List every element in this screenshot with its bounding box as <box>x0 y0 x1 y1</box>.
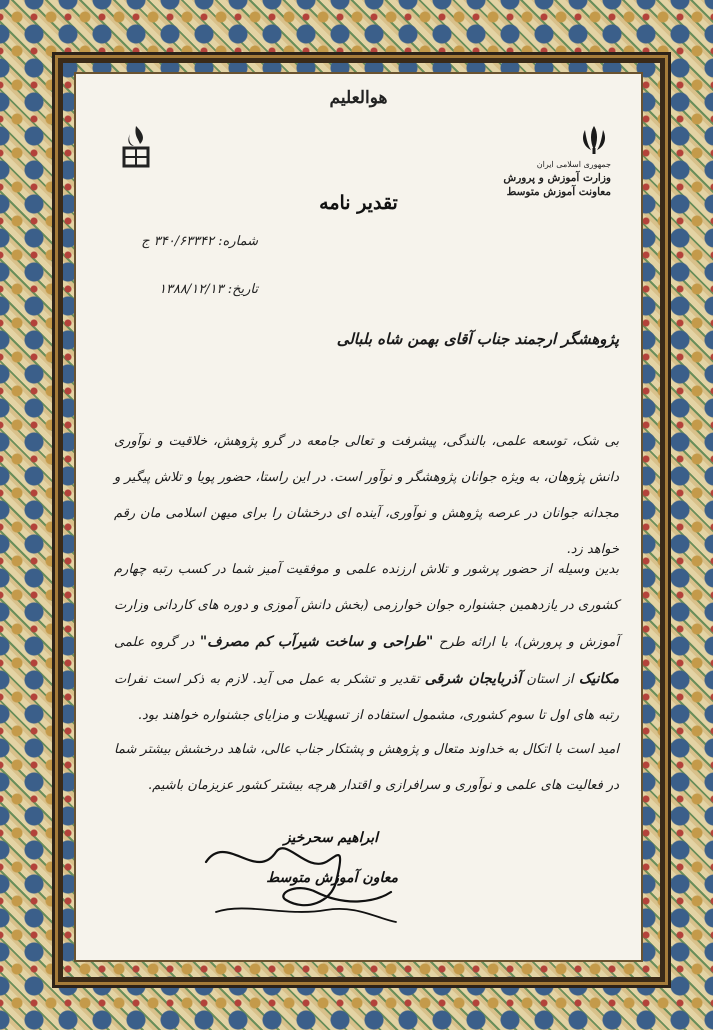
science-group: مکانیک <box>578 671 619 687</box>
paragraph-intro: بی شک، توسعه علمی، بالندگی، پیشرفت و تعالی جامعه در گرو پژوهش، خلاقیت و نوآوری دانش پژوهان، به ویژه جوانان پژوهشگر و نوآور است. در این راستا، حضور پویا و تلاش پیگیر و مجدانه جوانان در عرصه پژوهش و نوآوری، آینده ای درخشان را برای میهن اسلامی مان رقم خواهد زد. <box>114 434 619 557</box>
signatory-title: معاون آموزش متوسط <box>266 870 398 886</box>
torch-logo-icon <box>116 124 156 170</box>
logo-left <box>116 124 156 174</box>
date-label: تاریخ: <box>227 282 258 297</box>
paragraph-commendation <box>114 552 619 734</box>
document-title: تقدیر نامه <box>319 192 398 214</box>
org-line-3: معاونت آموزش متوسط <box>506 185 611 198</box>
signature-block <box>186 822 406 942</box>
province-name: آذربایجان شرقی <box>424 671 522 687</box>
commendation-text-d: تقدیر و تشکر به عمل می آید. لازم به ذکر است نفرات رتبه های اول تا سوم کشوری، مشمول استفاده از تسهیلات و مزایای جشنواره خواهند بود. <box>114 672 619 723</box>
org-line-1: جمهوری اسلامی ایران <box>536 160 611 169</box>
certificate-paper <box>74 72 643 962</box>
org-line-2: وزارت آموزش و پرورش <box>503 171 611 184</box>
commendation-text-c: از استان <box>526 672 574 687</box>
commendation-text-a: بدین وسیله از حضور پرشور و تلاش ارزنده علمی و موفقیت آمیز شما در کسب رتبه چهارم کشوری در یازدهمین جشنواره جوان خوارزمی (بخش دانش آموزی و دوره های کاردانی وزارت آموزش و پرورش)، با ارائه طرح <box>114 562 619 650</box>
paragraph-closing: امید است با اتکال به خداوند متعال و پژوهش و پشتکار جناب عالی، شاهد درخشش بیشتر شما در فعالیت های علمی و نوآوری و سرافرازی و اقتدار هرچه بیشتر کشور عزیزمان باشیم. <box>114 742 619 793</box>
recipient-line: پژوهشگر ارجمند جناب آقای بهمن شاه بلبالی <box>336 330 619 348</box>
signatory-name: ابراهیم سحرخیز <box>283 830 378 846</box>
date-value: ۱۳۸۸/۱۲/۱۳ <box>158 282 224 297</box>
issue-date <box>98 282 258 297</box>
organization-block <box>481 122 611 199</box>
number-label: شماره: <box>218 234 258 249</box>
commendation-text-b: در گروه علمی <box>114 635 195 650</box>
iran-emblem-icon <box>577 122 611 156</box>
project-title: "طراحی و ساخت شیرآب کم مصرف" <box>199 634 434 650</box>
reference-number <box>98 234 258 249</box>
header-motto: هوالعلیم <box>329 88 388 108</box>
number-value: ۳۴۰/۶۳۳۴۲ ج <box>141 234 215 249</box>
